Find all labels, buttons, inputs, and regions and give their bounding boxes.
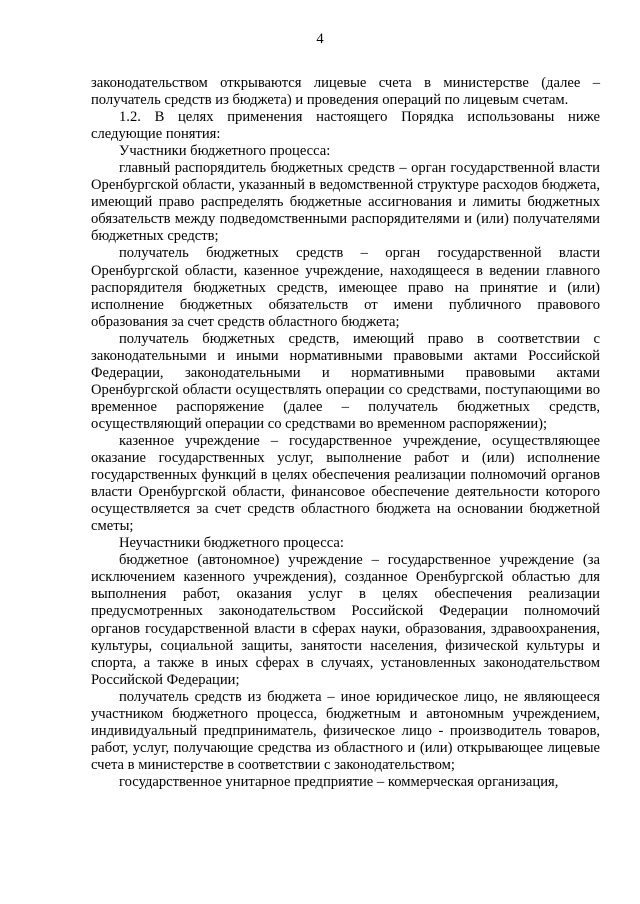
paragraph: бюджетное (автономное) учреждение – государственное учреждение (за исключением казенного учреждения), созданное Оренбургской областью для выполнения работ, оказания услуг в целях обеспечения реализации предусмотренных законодательством Российской Федерации полномочий органов государственной власти в сферах науки, образования, здравоохранения, культуры, социальной защиты, занятости населения, физической культуры и спорта, а также в иных сферах в случаях, установленных законодательством Российской Федерации;	[91, 552, 600, 688]
section-heading: Участники бюджетного процесса:	[119, 143, 331, 160]
paragraph: законодательством открываются лицевые счета в министерстве (далее – получатель средств из бюджета) и проведения операций по лицевым счетам.	[91, 75, 600, 109]
paragraph: получатель бюджетных средств – орган государственной власти Оренбургской области, казенное учреждение, находящееся в ведении главного распорядителя бюджетных средств, имеющее право на принятие и (или) исполнение бюджетных обязательств от имени публичного правового образования за счет средств областного бюджета;	[91, 245, 600, 330]
document-body	[91, 75, 600, 791]
section-heading: Неучастники бюджетного процесса:	[119, 535, 344, 552]
paragraph: государственное унитарное предприятие – коммерческая организация,	[119, 773, 559, 790]
page-number: 4	[316, 31, 324, 47]
paragraph: получатель средств из бюджета – иное юридическое лицо, не являющееся участником бюджетного процесса, бюджетным и автономным учреждением, индивидуальный предприниматель, физическое лицо - производитель товаров, работ, услуг, получающие средства из областного и (или) открывающее лицевые счета в министерстве в соответствии с законодательством;	[91, 688, 600, 773]
paragraph: получатель бюджетных средств, имеющий право в соответствии с законодательными и иными нормативными правовыми актами Российской Федерации, законодательными и нормативными правовыми актами Оренбургской области осуществлять операции со средствами, поступающими во временное распоряжение (далее – получатель бюджетных средств, осуществляющий операции со средствами во временном распоряжении);	[91, 330, 600, 432]
paragraph: главный распорядитель бюджетных средств – орган государственной власти Оренбургской области, указанный в ведомственной структуре расходов бюджета, имеющий право распределять бюджетные ассигнования и лимиты бюджетных обязательств между подведомственными распорядителями и (или) получателями бюджетных средств;	[91, 160, 600, 245]
paragraph: 1.2. В целях применения настоящего Порядка использованы ниже следующие понятия:	[91, 109, 600, 143]
paragraph: казенное учреждение – государственное учреждение, осуществляющее оказание государственных услуг, выполнение работ и (или) исполнение государственных функций в целях обеспечения реализации полномочий органов власти Оренбургской области, финансовое обеспечение деятельности которого осуществляется за счет средств областного бюджета на основании бюджетной сметы;	[91, 432, 600, 535]
